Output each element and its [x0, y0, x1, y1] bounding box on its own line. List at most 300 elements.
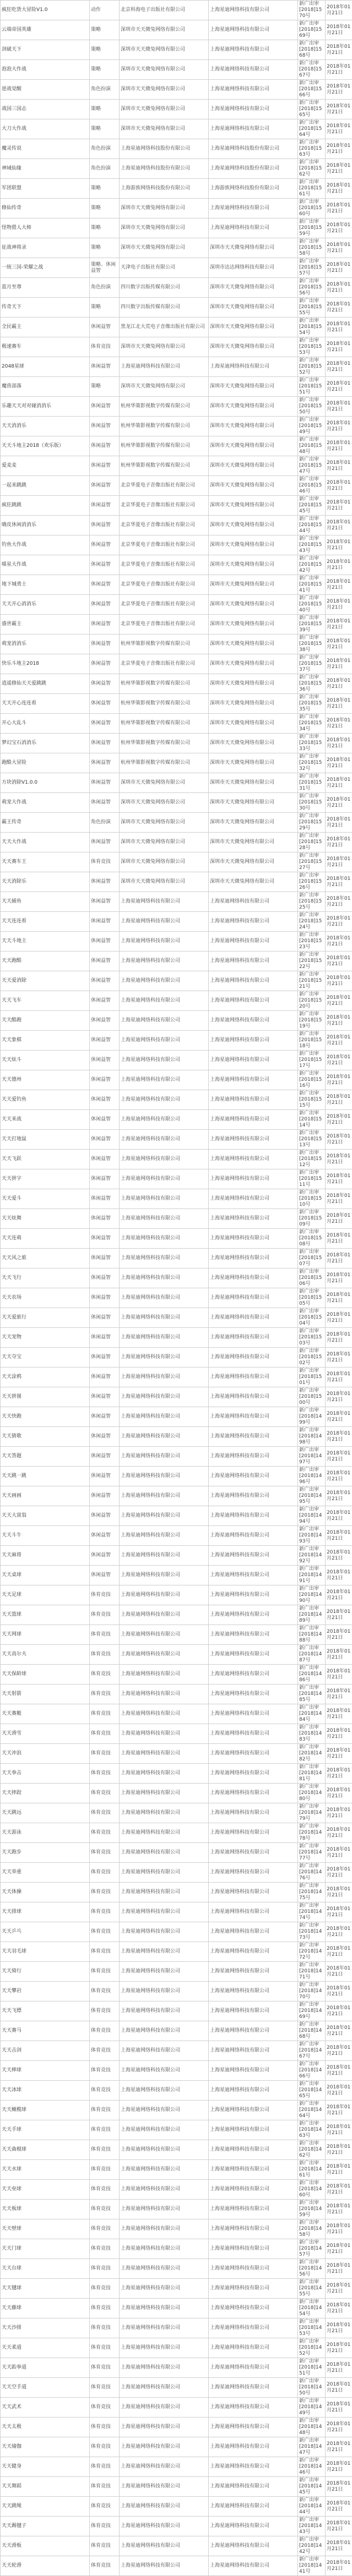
- approval-number-cell: 新广出审[2018]1556号: [298, 278, 326, 298]
- publisher-cell: 上海星迪网络科技有限公司: [120, 892, 209, 912]
- publisher-cell: 杭州华策影视数字传媒有限公司: [120, 753, 209, 773]
- approval-number-cell: 新广出审[2018]1555号: [298, 298, 326, 318]
- game-type-cell: 体育竞技: [90, 1982, 120, 2001]
- game-name-cell: 天天冰球: [1, 2081, 90, 2101]
- approval-number-cell: 新广出审[2018]1444号: [298, 2497, 326, 2517]
- game-type-cell: 休闲益智: [90, 734, 120, 753]
- table-row: [1, 1645, 352, 1665]
- operator-cell: 深圳市天天微兔网络有限公司: [209, 535, 298, 555]
- game-name-cell: 极速赛车: [1, 337, 90, 357]
- operator-cell: 上海星迪网络科技有限公司: [209, 1090, 298, 1110]
- table-row: [1, 654, 352, 674]
- approval-number-cell: 新广出审[2018]1540号: [298, 595, 326, 615]
- operator-cell: 上海星迪网络科技有限公司: [209, 2536, 298, 2556]
- game-name-cell: 天天画画: [1, 1486, 90, 1506]
- table-row: [1, 2041, 352, 2061]
- table-row: [1, 1704, 352, 1724]
- approval-number-cell: 新广出审[2018]1480号: [298, 1784, 326, 1803]
- operator-cell: 上海星迪网络科技有限公司: [209, 2457, 298, 2477]
- operator-cell: 上海星迪网络科技有限公司: [209, 1704, 298, 1724]
- approval-date-cell: 2018年01月21日: [326, 1407, 352, 1427]
- approval-date-cell: 2018年01月21日: [326, 1467, 352, 1486]
- operator-cell: 上海星迪网络科技有限公司: [209, 2318, 298, 2338]
- game-name-cell: 天天爱钓鱼: [1, 1090, 90, 1110]
- operator-cell: 上海星迪网络科技有限公司: [209, 1724, 298, 1744]
- publisher-cell: 上海星迪网络科技有限公司: [120, 2497, 209, 2517]
- publisher-cell: 深圳市天天微兔网络有限公司: [120, 852, 209, 872]
- game-type-cell: 体育竞技: [90, 2001, 120, 2021]
- publisher-cell: 上海星迪网络科技有限公司: [120, 951, 209, 971]
- operator-cell: 上海星迪网络科技有限公司: [209, 1387, 298, 1407]
- game-name-cell: 天天瑜伽: [1, 2437, 90, 2457]
- table-row: [1, 1308, 352, 1328]
- approval-number-cell: 新广出审[2018]1524号: [298, 912, 326, 932]
- operator-cell: 上海星迪网络科技有限公司: [209, 2437, 298, 2457]
- operator-cell: 上海星迪网络科技有限公司: [209, 2398, 298, 2418]
- game-name-cell: 天天摔跤: [1, 1784, 90, 1803]
- approval-date-cell: 2018年01月21日: [326, 2497, 352, 2517]
- table-row: [1, 2556, 352, 2576]
- publisher-cell: 上海星迪网络科技有限公司: [120, 1427, 209, 1447]
- game-name-cell: 天天炫斗: [1, 1051, 90, 1070]
- approval-number-cell: 新广出审[2018]1537号: [298, 654, 326, 674]
- publisher-cell: 上海星迪网络科技有限公司: [120, 991, 209, 1011]
- game-type-cell: 策略、休闲益智: [90, 258, 120, 278]
- approval-number-cell: 新广出审[2018]1526号: [298, 872, 326, 892]
- table-row: [1, 238, 352, 258]
- game-type-cell: 休闲益智: [90, 1011, 120, 1031]
- game-type-cell: 体育竞技: [90, 1665, 120, 1684]
- operator-cell: 上海星迪网络科技有限公司: [209, 2299, 298, 2318]
- game-name-cell: 天天健身: [1, 2457, 90, 2477]
- table-row: [1, 1764, 352, 1784]
- approval-number-cell: 新广出审[2018]1451号: [298, 2358, 326, 2378]
- game-name-cell: 天天滑雪: [1, 1724, 90, 1744]
- approval-date-cell: 2018年01月21日: [326, 159, 352, 179]
- publisher-cell: 上海星迪网络科技有限公司: [120, 1863, 209, 1883]
- approval-date-cell: 2018年01月21日: [326, 2279, 352, 2299]
- publisher-cell: 深圳市天天微兔网络有限公司: [120, 199, 209, 218]
- game-name-cell: 天天连连看: [1, 912, 90, 932]
- publisher-cell: 上海星迪网络科技有限公司: [120, 1843, 209, 1863]
- table-row: [1, 1229, 352, 1249]
- approval-number-cell: 新广出审[2018]1521号: [298, 971, 326, 991]
- publisher-cell: 上海星迪网络科技有限公司: [120, 2556, 209, 2576]
- game-name-cell: 天天击剑: [1, 2041, 90, 2061]
- game-name-cell: 逆战觉醒: [1, 80, 90, 100]
- approval-date-cell: 2018年01月21日: [326, 535, 352, 555]
- game-name-cell: 天天轮滑: [1, 2556, 90, 2576]
- publisher-cell: 上海星迪网络科技有限公司: [120, 2081, 209, 2101]
- game-type-cell: 体育竞技: [90, 2160, 120, 2180]
- operator-cell: 上海星迪网络科技有限公司: [209, 2259, 298, 2279]
- table-row: [1, 516, 352, 535]
- approval-number-cell: 新广出审[2018]1561号: [298, 179, 326, 199]
- approval-number-cell: 新广出审[2018]1456号: [298, 2259, 326, 2279]
- publisher-cell: 天津电子出版社有限公司: [120, 258, 209, 278]
- game-name-cell: 天天足球: [1, 1585, 90, 1605]
- approval-number-cell: 新广出审[2018]1519号: [298, 1011, 326, 1031]
- table-row: [1, 833, 352, 852]
- table-row: [1, 2279, 352, 2299]
- publisher-cell: 上海星迪网络科技有限公司: [120, 1130, 209, 1150]
- game-type-cell: 休闲益智: [90, 1368, 120, 1387]
- game-type-cell: 休闲益智: [90, 1546, 120, 1566]
- operator-cell: 上海星迪网络科技有限公司: [209, 1803, 298, 1823]
- approval-date-cell: 2018年01月21日: [326, 1070, 352, 1090]
- approval-number-cell: 新广出审[2018]1448号: [298, 2418, 326, 2437]
- approval-number-cell: 新广出审[2018]1499号: [298, 1407, 326, 1427]
- game-type-cell: 体育竞技: [90, 2180, 120, 2200]
- publisher-cell: 北京华夏电子音像出版社有限公司: [120, 476, 209, 496]
- operator-cell: 上海星迪网络科技有限公司: [209, 1229, 298, 1249]
- approval-number-cell: 新广出审[2018]1481号: [298, 1764, 326, 1784]
- approval-number-cell: 新广出审[2018]1497号: [298, 1447, 326, 1467]
- publisher-cell: 上海星迪网络科技有限公司: [120, 1090, 209, 1110]
- approval-date-cell: 2018年01月21日: [326, 1665, 352, 1684]
- approval-date-cell: 2018年01月21日: [326, 218, 352, 238]
- approval-number-cell: 新广出审[2018]1447号: [298, 2437, 326, 2457]
- publisher-cell: 上海星迪网络科技有限公司: [120, 2536, 209, 2556]
- approval-number-cell: 新广出审[2018]1569号: [298, 20, 326, 40]
- game-type-cell: 体育竞技: [90, 2318, 120, 2338]
- approval-date-cell: 2018年01月21日: [326, 1249, 352, 1268]
- publisher-cell: 上海星迪网络科技有限公司: [120, 1665, 209, 1684]
- approval-date-cell: 2018年01月21日: [326, 2219, 352, 2239]
- game-name-cell: 战国三国志: [1, 100, 90, 119]
- approval-number-cell: 新广出审[2018]1504号: [298, 1308, 326, 1328]
- operator-cell: 深圳市天天微兔网络有限公司: [209, 852, 298, 872]
- game-name-cell: 天天橄榄球: [1, 2101, 90, 2120]
- game-name-cell: 喵星大作战: [1, 555, 90, 575]
- game-type-cell: 休闲益智: [90, 1268, 120, 1288]
- publisher-cell: 杭州华策影视数字传媒有限公司: [120, 674, 209, 694]
- publisher-cell: 北京华夏电子音像出版社有限公司: [120, 595, 209, 615]
- game-type-cell: 体育竞技: [90, 1803, 120, 1823]
- publisher-cell: 深圳市天天微兔网络有限公司: [120, 773, 209, 793]
- game-type-cell: 休闲益智: [90, 397, 120, 417]
- publisher-cell: 上海星迪网络科技有限公司: [120, 2378, 209, 2398]
- game-name-cell: 神域仙缘: [1, 159, 90, 179]
- game-type-cell: 体育竞技: [90, 1962, 120, 1982]
- approval-number-cell: 新广出审[2018]1560号: [298, 199, 326, 218]
- approval-table-body: [1, 1, 352, 2576]
- approval-date-cell: 2018年01月21日: [326, 397, 352, 417]
- game-name-cell: 云端帝国英雄: [1, 20, 90, 40]
- approval-number-cell: 新广出审[2018]1495号: [298, 1486, 326, 1506]
- approval-number-cell: 新广出审[2018]1466号: [298, 2061, 326, 2081]
- approval-date-cell: 2018年01月21日: [326, 2239, 352, 2259]
- publisher-cell: 深圳市天天微兔网络有限公司: [120, 238, 209, 258]
- table-row: [1, 2219, 352, 2239]
- game-type-cell: 体育竞技: [90, 1764, 120, 1784]
- operator-cell: 深圳市天天微兔网络有限公司: [209, 813, 298, 833]
- publisher-cell: 上海星迪网络科技有限公司: [120, 2101, 209, 2120]
- game-type-cell: 体育竞技: [90, 2556, 120, 2576]
- publisher-cell: 杭州华策影视数字传媒有限公司: [120, 635, 209, 654]
- game-type-cell: 休闲益智: [90, 714, 120, 734]
- approval-date-cell: 2018年01月21日: [326, 456, 352, 476]
- publisher-cell: 上海星迪网络科技有限公司: [120, 1169, 209, 1189]
- publisher-cell: 北京华夏电子音像出版社有限公司: [120, 535, 209, 555]
- approval-date-cell: 2018年01月21日: [326, 991, 352, 1011]
- game-name-cell: 萌宠消消乐: [1, 635, 90, 654]
- game-name-cell: 天天斗地主: [1, 932, 90, 951]
- approval-date-cell: 2018年01月21日: [326, 1130, 352, 1150]
- game-type-cell: 休闲益智: [90, 892, 120, 912]
- operator-cell: 上海星迪网络科技有限公司: [209, 2418, 298, 2437]
- game-name-cell: 天天斗牛: [1, 1526, 90, 1546]
- game-name-cell: 天天麻将: [1, 1546, 90, 1566]
- operator-cell: 上海星迪网络科技有限公司: [209, 1070, 298, 1090]
- table-row: [1, 1348, 352, 1368]
- approval-number-cell: 新广出审[2018]1515号: [298, 1090, 326, 1110]
- table-row: [1, 1942, 352, 1962]
- game-name-cell: 天天赛车王: [1, 852, 90, 872]
- game-type-cell: 体育竞技: [90, 2299, 120, 2318]
- approval-number-cell: 新广出审[2018]1517号: [298, 1051, 326, 1070]
- table-row: [1, 1447, 352, 1467]
- approval-date-cell: 2018年01月21日: [326, 2120, 352, 2140]
- game-type-cell: 体育竞技: [90, 2418, 120, 2437]
- game-type-cell: 体育竞技: [90, 2398, 120, 2418]
- operator-cell: 上海星迪网络科技有限公司: [209, 1506, 298, 1526]
- operator-cell: 上海星迪网络科技有限公司: [209, 1031, 298, 1051]
- approval-number-cell: 新广出审[2018]1487号: [298, 1645, 326, 1665]
- publisher-cell: 上海星迪网络科技有限公司: [120, 1883, 209, 1902]
- approval-date-cell: 2018年01月21日: [326, 1526, 352, 1546]
- operator-cell: 上海星迪网络科技有限公司: [209, 951, 298, 971]
- game-type-cell: 休闲益智: [90, 535, 120, 555]
- approval-number-cell: 新广出审[2018]1501号: [298, 1368, 326, 1387]
- operator-cell: 上海星迪网络科技有限公司: [209, 2279, 298, 2299]
- publisher-cell: 北京华夏电子音像出版社有限公司: [120, 575, 209, 595]
- operator-cell: 上海星迪网络科技有限公司: [209, 2001, 298, 2021]
- table-row: [1, 278, 352, 298]
- operator-cell: 上海星迪网络科技有限公司: [209, 1288, 298, 1308]
- publisher-cell: 上海星迪网络科技有限公司: [120, 1625, 209, 1645]
- approval-number-cell: 新广出审[2018]1510号: [298, 1189, 326, 1209]
- approval-date-cell: 2018年01月21日: [326, 1189, 352, 1209]
- game-name-cell: 天天连萌: [1, 1229, 90, 1249]
- approval-number-cell: 新广出审[2018]1485号: [298, 1684, 326, 1704]
- approval-number-cell: 新广出审[2018]1476号: [298, 1863, 326, 1883]
- approval-date-cell: 2018年01月21日: [326, 892, 352, 912]
- approval-date-cell: 2018年01月21日: [326, 1427, 352, 1447]
- approval-number-cell: 新广出审[2018]1552号: [298, 357, 326, 377]
- table-row: [1, 1823, 352, 1843]
- approval-date-cell: 2018年01月21日: [326, 2160, 352, 2180]
- table-row: [1, 674, 352, 694]
- approval-date-cell: 2018年01月21日: [326, 1368, 352, 1387]
- publisher-cell: 上海星迪网络科技有限公司: [120, 1268, 209, 1288]
- approval-number-cell: 新广出审[2018]1472号: [298, 1942, 326, 1962]
- game-name-cell: 天天答题: [1, 1447, 90, 1467]
- game-type-cell: 体育竞技: [90, 2517, 120, 2536]
- approval-number-cell: 新广出审[2018]1486号: [298, 1665, 326, 1684]
- publisher-cell: 上海星迪网络科技有限公司: [120, 1585, 209, 1605]
- approval-number-cell: 新广出审[2018]1450号: [298, 2378, 326, 2398]
- game-type-cell: 策略: [90, 238, 120, 258]
- game-name-cell: 天天消消乐: [1, 417, 90, 436]
- operator-cell: 深圳市天天微兔网络有限公司: [209, 516, 298, 535]
- publisher-cell: 上海星迪网络科技有限公司: [120, 2279, 209, 2299]
- approval-number-cell: 新广出审[2018]1496号: [298, 1467, 326, 1486]
- publisher-cell: 上海星迪网络科技有限公司: [120, 1249, 209, 1268]
- table-row: [1, 1605, 352, 1625]
- approval-number-cell: 新广出审[2018]1530号: [298, 793, 326, 813]
- table-row: [1, 2081, 352, 2101]
- game-type-cell: 角色扮演: [90, 813, 120, 833]
- game-type-cell: 休闲益智: [90, 991, 120, 1011]
- game-type-cell: 体育竞技: [90, 2101, 120, 2120]
- approval-date-cell: 2018年01月21日: [326, 100, 352, 119]
- approval-number-cell: 新广出审[2018]1562号: [298, 159, 326, 179]
- table-row: [1, 496, 352, 516]
- operator-cell: 上海星迪网络科技有限公司: [209, 1883, 298, 1902]
- table-row: [1, 1467, 352, 1486]
- approval-number-cell: 新广出审[2018]1536号: [298, 674, 326, 694]
- approval-date-cell: 2018年01月21日: [326, 595, 352, 615]
- game-name-cell: 一统三国-荣耀之战: [1, 258, 90, 278]
- game-name-cell: 天天德州: [1, 1070, 90, 1090]
- approval-date-cell: 2018年01月21日: [326, 298, 352, 318]
- table-row: [1, 2200, 352, 2219]
- game-type-cell: 休闲益智: [90, 1407, 120, 1427]
- table-row: [1, 298, 352, 318]
- table-row: [1, 2477, 352, 2497]
- game-name-cell: 霸王传奇: [1, 813, 90, 833]
- approval-date-cell: 2018年01月21日: [326, 1744, 352, 1764]
- game-type-cell: 休闲益智: [90, 1150, 120, 1169]
- approval-date-cell: 2018年01月21日: [326, 2180, 352, 2200]
- game-name-cell: 天天赛艇: [1, 1704, 90, 1724]
- operator-cell: 上海星迪网络科技有限公司: [209, 1011, 298, 1031]
- approval-number-cell: 新广出审[2018]1523号: [298, 932, 326, 951]
- operator-cell: 上海星迪网络科技股份有限公司: [209, 159, 298, 179]
- approval-number-cell: 新广出审[2018]1461号: [298, 2160, 326, 2180]
- game-name-cell: 天天跆拳道: [1, 2358, 90, 2378]
- game-name-cell: 天天武术: [1, 2398, 90, 2418]
- game-type-cell: 休闲益智: [90, 1387, 120, 1407]
- approval-date-cell: 2018年01月21日: [326, 833, 352, 852]
- approval-number-cell: 新广出审[2018]1463号: [298, 2120, 326, 2140]
- operator-cell: 深圳市天天微兔网络有限公司: [209, 318, 298, 337]
- table-row: [1, 852, 352, 872]
- approval-number-cell: 新广出审[2018]1507号: [298, 1249, 326, 1268]
- publisher-cell: 深圳市天天微兔网络有限公司: [120, 793, 209, 813]
- table-row: [1, 932, 352, 951]
- game-type-cell: 休闲益智: [90, 1348, 120, 1368]
- table-row: [1, 1526, 352, 1546]
- game-type-cell: 休闲益智: [90, 773, 120, 793]
- approval-number-cell: 新广出审[2018]1478号: [298, 1823, 326, 1843]
- game-type-cell: 体育竞技: [90, 2457, 120, 2477]
- game-name-cell: 天天滑板: [1, 2536, 90, 2556]
- operator-cell: 上海星迪网络科技有限公司: [209, 1051, 298, 1070]
- operator-cell: 上海星迪网络科技有限公司: [209, 2477, 298, 2497]
- game-name-cell: 大刀大作战: [1, 119, 90, 139]
- approval-number-cell: 新广出审[2018]1545号: [298, 496, 326, 516]
- game-type-cell: 休闲益智: [90, 1031, 120, 1051]
- approval-number-cell: 新广出审[2018]1441号: [298, 2556, 326, 2576]
- approval-date-cell: 2018年01月21日: [326, 436, 352, 456]
- approval-number-cell: 新广出审[2018]1470号: [298, 1982, 326, 2001]
- game-type-cell: 休闲益智: [90, 912, 120, 932]
- operator-cell: 深圳市天天微兔网络有限公司: [209, 377, 298, 397]
- operator-cell: 上海星迪网络科技有限公司: [209, 1843, 298, 1863]
- operator-cell: 深圳市天天微兔网络有限公司: [209, 298, 298, 318]
- approval-date-cell: 2018年01月21日: [326, 2318, 352, 2338]
- game-name-cell: 天天毽球: [1, 2279, 90, 2299]
- approval-date-cell: 2018年01月21日: [326, 1031, 352, 1051]
- table-row: [1, 1843, 352, 1863]
- game-name-cell: 天天象棋: [1, 1031, 90, 1051]
- approval-date-cell: 2018年01月21日: [326, 139, 352, 159]
- game-name-cell: 天天骑行: [1, 1962, 90, 1982]
- game-name-cell: 天天太极: [1, 2418, 90, 2437]
- approval-date-cell: 2018年01月21日: [326, 872, 352, 892]
- table-row: [1, 1427, 352, 1447]
- game-name-cell: 天天涂鸦: [1, 1368, 90, 1387]
- operator-cell: 深圳市天天微兔网络有限公司: [209, 417, 298, 436]
- table-row: [1, 159, 352, 179]
- approval-number-cell: 新广出审[2018]1508号: [298, 1229, 326, 1249]
- publisher-cell: 深圳市天天微兔网络有限公司: [120, 377, 209, 397]
- operator-cell: 深圳市天天微兔网络有限公司: [209, 714, 298, 734]
- table-row: [1, 753, 352, 773]
- publisher-cell: 杭州华策影视数字传媒有限公司: [120, 417, 209, 436]
- operator-cell: 上海星迪网络科技有限公司: [209, 1308, 298, 1328]
- game-type-cell: 休闲益智: [90, 1506, 120, 1526]
- publisher-cell: 上海星迪网络科技股份有限公司: [120, 159, 209, 179]
- table-row: [1, 1566, 352, 1585]
- approval-number-cell: 新广出审[2018]1544号: [298, 516, 326, 535]
- game-type-cell: 体育竞技: [90, 1843, 120, 1863]
- approval-number-cell: 新广出审[2018]1471号: [298, 1962, 326, 1982]
- table-row: [1, 1962, 352, 1982]
- publisher-cell: 北京华夏电子音像出版社有限公司: [120, 555, 209, 575]
- publisher-cell: 上海星迪网络科技有限公司: [120, 2457, 209, 2477]
- game-type-cell: 体育竞技: [90, 852, 120, 872]
- operator-cell: 上海星迪网络科技有限公司: [209, 1744, 298, 1764]
- approval-date-cell: 2018年01月21日: [326, 1883, 352, 1902]
- table-row: [1, 1585, 352, 1605]
- table-row: [1, 318, 352, 337]
- approval-date-cell: 2018年01月21日: [326, 694, 352, 714]
- publisher-cell: 深圳市天天微兔网络有限公司: [120, 60, 209, 80]
- operator-cell: 上海星迪网络科技有限公司: [209, 1764, 298, 1784]
- operator-cell: 上海星迪网络科技有限公司: [209, 1665, 298, 1684]
- approval-number-cell: 新广出审[2018]1558号: [298, 238, 326, 258]
- operator-cell: 上海星迪网络科技有限公司: [209, 218, 298, 238]
- game-type-cell: 休闲益智: [90, 1110, 120, 1130]
- operator-cell: 深圳市天天微兔网络有限公司: [209, 793, 298, 813]
- operator-cell: 上海星迪网络科技有限公司: [209, 1268, 298, 1288]
- game-type-cell: 休闲益智: [90, 1169, 120, 1189]
- operator-cell: 上海星迪网络科技有限公司: [209, 1249, 298, 1268]
- game-type-cell: 体育竞技: [90, 2081, 120, 2101]
- operator-cell: 上海星迪网络科技有限公司: [209, 2101, 298, 2120]
- game-type-cell: 休闲益智: [90, 1209, 120, 1229]
- game-name-cell: 天天风之旅: [1, 1249, 90, 1268]
- game-name-cell: 天天高尔夫: [1, 1645, 90, 1665]
- operator-cell: 上海星迪网络科技有限公司: [209, 1150, 298, 1169]
- publisher-cell: 深圳市天天微兔网络有限公司: [120, 833, 209, 852]
- game-type-cell: 角色扮演: [90, 80, 120, 100]
- publisher-cell: 杭州华策影视数字传媒有限公司: [120, 734, 209, 753]
- publisher-cell: 北京华夏电子音像出版社有限公司: [120, 516, 209, 535]
